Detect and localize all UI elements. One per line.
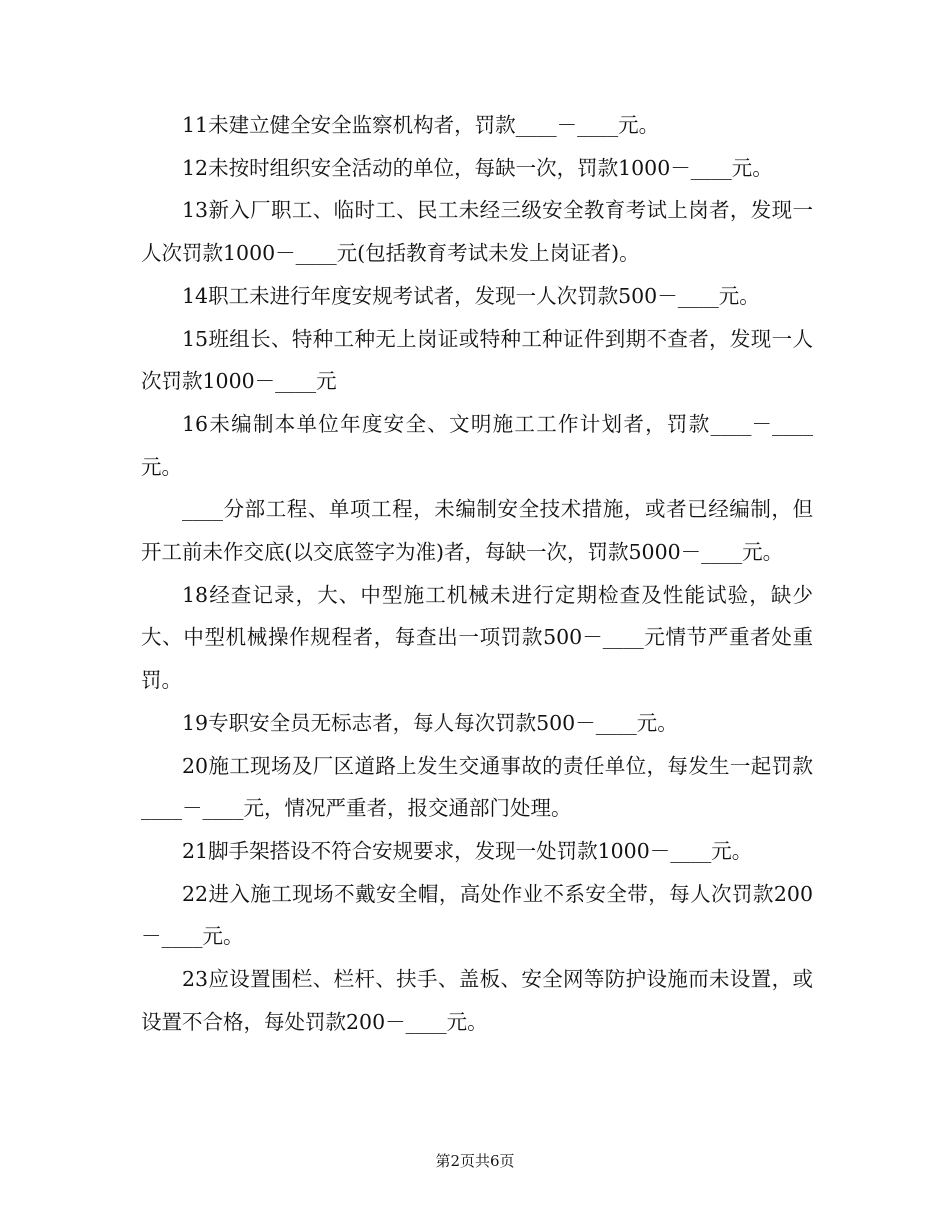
paragraph-13: 13新入厂职工、临时工、民工未经三级安全教育考试上岗者，发现一人次罚款1000－____元(包括教育考试未发上岗证者)。	[141, 198, 813, 266]
paragraph-20: 20施工现场及厂区道路上发生交通事故的责任单位，每发生一起罚款____－____元，情况严重者，报交通部门处理。	[141, 753, 813, 821]
paragraph-22: 22进入施工现场不戴安全帽，高处作业不系安全带，每人次罚款200－____元。	[141, 881, 813, 949]
paragraph-21: 21脚手架搭设不符合安规要求，发现一处罚款1000－____元。	[182, 838, 753, 863]
paragraph-12: 12未按时组织安全活动的单位，每缺一次，罚款1000－____元。	[182, 155, 773, 180]
paragraph-17: ____分部工程、单项工程，未编制安全技术措施，或者已经编制，但开工前未作交底(以交底签字为准)者，每缺一次，罚款5000－____元。	[141, 497, 813, 565]
document-body	[141, 104, 813, 1043]
paragraph-16: 16未编制本单位年度安全、文明施工工作计划者，罚款____－____元。	[141, 411, 813, 479]
paragraph-11: 11未建立健全安全监察机构者，罚款____－____元。	[182, 113, 660, 137]
paragraph-23: 23应设置围栏、栏杆、扶手、盖板、安全网等防护设施而未设置，或设置不合格，每处罚款200－____元。	[141, 967, 813, 1034]
paragraph-19: 19专职安全员无标志者，每人每次罚款500－____元。	[182, 710, 678, 735]
paragraph-18: 18经查记录，大、中型施工机械未进行定期检查及性能试验，缺少大、中型机械操作规程者，每查出一项罚款500－____元情节严重者处重罚。	[141, 582, 813, 693]
paragraph-14: 14职工未进行年度安规考试者，发现一人次罚款500－____元。	[182, 283, 760, 308]
paragraph-15: 15班组长、特种工种无上岗证或特种工种证件到期不查者，发现一人次罚款1000－____元	[141, 326, 813, 394]
page-number-footer: 第2页共6页	[435, 1152, 515, 1170]
